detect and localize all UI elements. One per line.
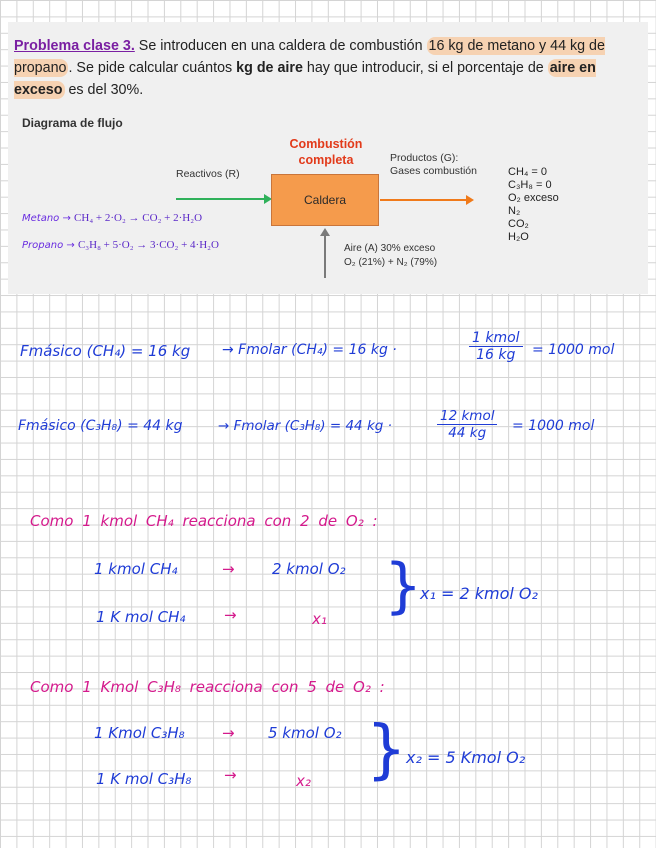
caldera-box: Caldera [271,174,379,226]
aire-label [344,242,437,270]
diagram-heading: Diagrama de flujo [22,116,123,130]
note-ch4-line2-left: 1 K mol CH₄ [96,608,186,626]
product-item: C₃H₈ = 0 [508,179,552,191]
note-ch4-line1-left: 1 kmol CH₄ [94,560,178,578]
note-c3h8-line1-left: 1 Kmol C₃H₈ [94,724,185,742]
productos-line-1: Productos (G): [390,152,459,164]
problem-text-4: es del 30%. [64,82,144,98]
note-fraction-c3h8 [434,408,500,441]
note-ch4-line1-arrow: → [222,560,235,578]
note-c3h8-line2-right: x₂ [296,772,311,790]
brace-ch4: } [384,551,423,621]
highlight-masses: 16 kg de metano y 44 kg de propano [14,38,605,76]
aire-line-1: Aire (A) 30% exceso [344,243,436,254]
product-item: CO₂ [508,218,529,230]
note-mass-c3h8: Fmásico (C₃H₈) = 44 kg [18,418,183,434]
note-ch4-line2-right: x₁ [312,610,327,628]
reaction-pointer: → [63,240,78,251]
combustion-label: Combustión completa [289,137,363,167]
product-item: H₂O [508,231,529,243]
note-mass-ch4: Fmásico (CH₄) = 16 kg [20,342,191,360]
note-molar-ch4: → Fmolar (CH₄) = 16 kg · [222,342,397,358]
note-result-c3h8: = 1000 mol [512,418,595,434]
reaction-name: Propano [22,240,64,251]
note-c3h8-line1-arrow: → [222,724,235,742]
reactants-arrow [176,198,270,200]
note-c3h8-line2-left: 1 K mol C₃H₈ [96,770,192,788]
reaction-name: Metano [22,213,60,224]
note-fraction-ch4 [466,330,526,363]
reactivos-label: Reactivos (R) [176,168,240,180]
product-item: O₂ exceso [508,192,559,204]
problem-text-1: Se introducen en una caldera de combustión [134,38,427,54]
products-arrow [380,199,472,201]
note-c3h8-line2-arrow: → [224,766,237,784]
note-c3h8-line1-right: 5 kmol O₂ [268,724,342,742]
problem-statement [14,35,646,101]
fraction-denominator: 44 kg [448,425,487,441]
product-item: N₂ [508,205,521,217]
fraction-numerator: 12 kmol [437,408,497,425]
note-result-x2: x₂ = 5 Kmol O₂ [406,748,526,767]
note-result-ch4: = 1000 mol [532,342,615,358]
note-ch4-line2-arrow: → [224,606,237,624]
productos-label [390,152,477,178]
note-ch4-line1-right: 2 kmol O₂ [272,560,346,578]
note-result-x1: x₁ = 2 kmol O₂ [420,584,538,603]
problem-text-2: . Se pide calcular cuántos [68,60,237,76]
bold-kg-aire: kg de aire [236,60,303,76]
aire-line-2: O₂ (21%) + N₂ (79%) [344,257,438,268]
reaction-pointer: → [59,213,75,224]
highlight-aire-exceso: aire en exceso [14,60,596,98]
reaction-equation: CH₄ + 2·O₂ → CO₂ + 2·H₂O [74,212,203,224]
reaction-equation: C₃H₈ + 5·O₂ → 3·CO₂ + 4·H₂O [77,239,219,251]
air-arrow [324,232,326,278]
product-item: CH₄ = 0 [508,166,548,178]
reaction-metano [22,212,202,224]
productos-line-2: Gases combustión [390,165,477,177]
note-como-c3h8: Como 1 Kmol C₃H₈ reacciona con 5 de O₂ : [30,678,385,696]
reaction-propano [22,239,219,251]
fraction-numerator: 1 kmol [469,330,523,347]
problem-text-3: hay que introducir, si el porcentaje de [302,60,548,76]
note-como-ch4: Como 1 kmol CH₄ reacciona con 2 de O₂ : [30,512,378,530]
problem-title: Problema clase 3. [14,38,135,54]
note-molar-c3h8: → Fmolar (C₃H₈) = 44 kg · [218,418,392,434]
product-list [508,166,559,244]
brace-c3h8: } [366,713,407,787]
fraction-denominator: 16 kg [476,347,516,363]
